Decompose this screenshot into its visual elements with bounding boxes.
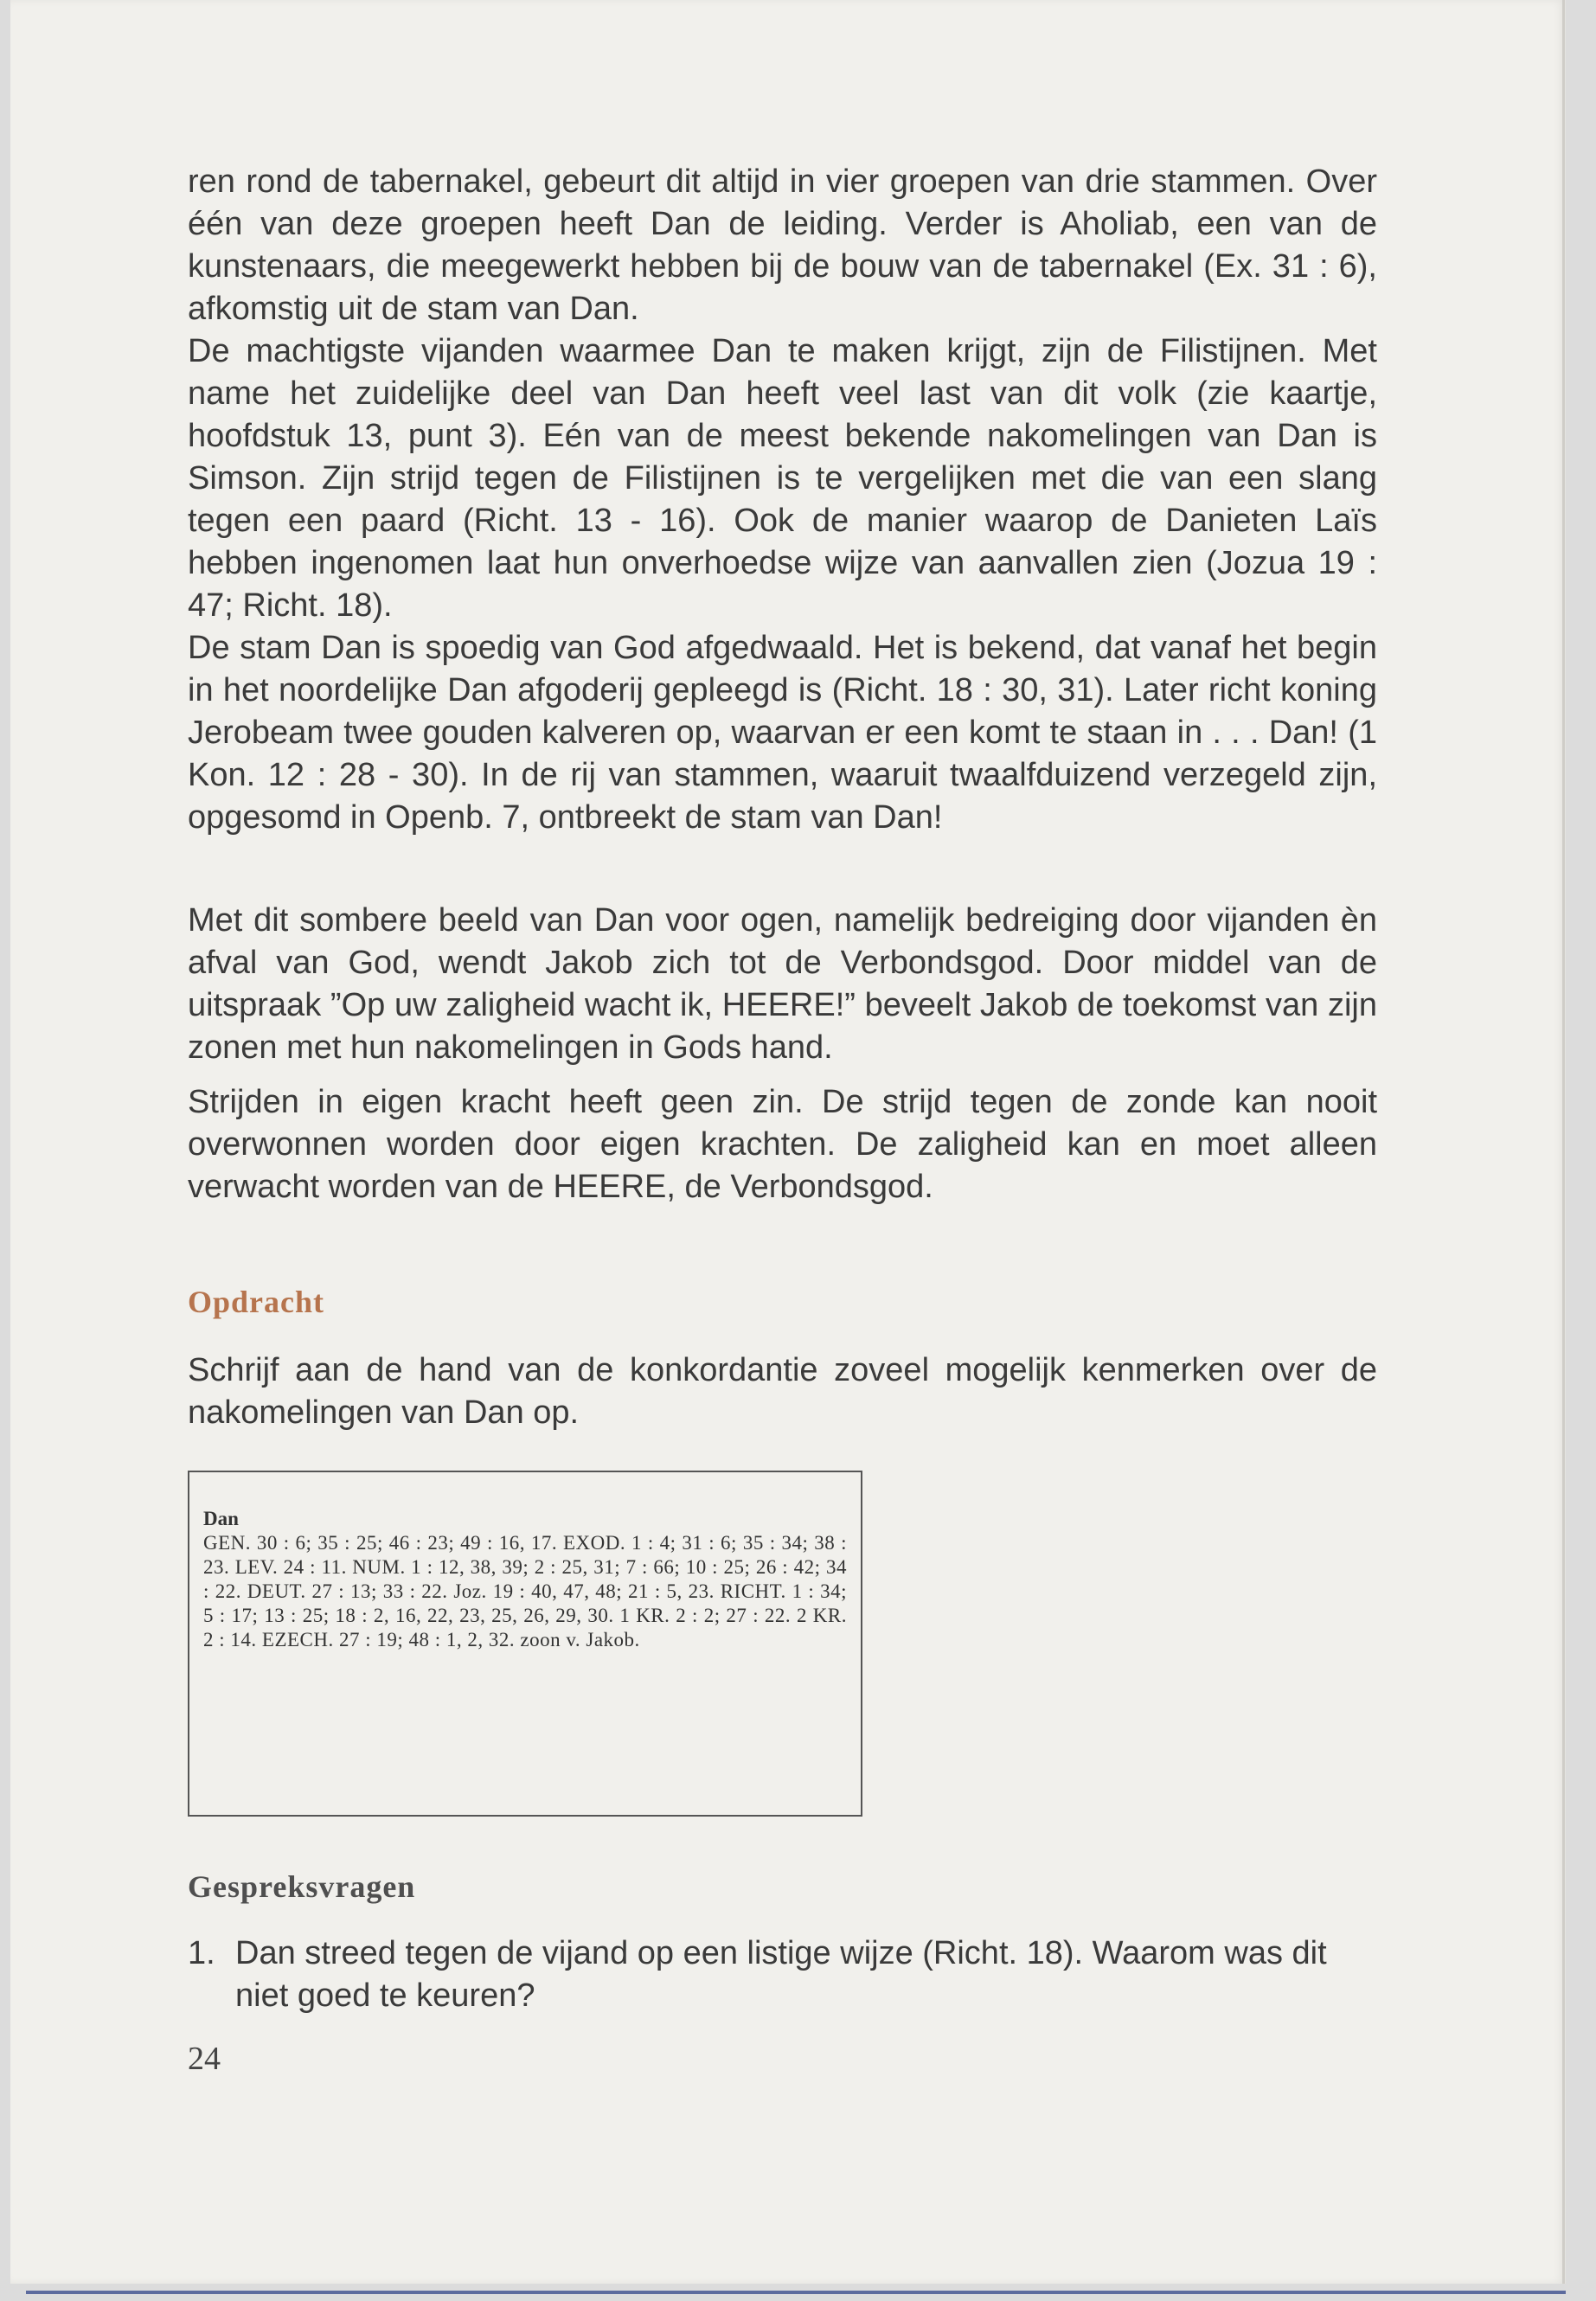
concordance-body: GEN. 30 : 6; 35 : 25; 46 : 23; 49 : 16, 17. EXOD. 1 : 4; 31 : 6; 35 : 34; 38 : 23. LEV. 24 : 11. NUM. 1 : 12, 38, 39; 2 : 25, 31; 7 : 66; 10 : 25; 26 : 42; 34 : 22. DEUT. 27 : 13; 33 : 22. Joz. 19 : 40, 47, 48; 21 : 5, 23. RICHT. 1 : 34; 5 : 17; 13 : 25; 18 : 2, 16, 22, 23, 25, 26, 29, 30. 1 KR. 2 : 2; 27 : 22. 2 KR. 2 : 14. EZECH. 27 : 19; 48 : 1, 2, 32. zoon v. Jakob. — [203, 1532, 847, 1650]
page-number: 24 — [188, 2041, 221, 2077]
opdracht-text — [188, 1349, 1377, 1434]
opdracht-paragraph: Schrijf aan de hand van de konkordantie zoveel mogelijk kenmerken over de nakomelingen van Dan op. — [188, 1352, 1377, 1431]
page-edge-shadow — [1562, 0, 1565, 2284]
body-text-block-2 — [188, 900, 1377, 1069]
book-page — [10, 0, 1566, 2284]
question-number: 1. — [188, 1935, 215, 1971]
concordance-head: Dan — [203, 1508, 239, 1529]
question-text: Dan streed tegen de vijand op een listige wijze (Richt. 18). Waarom was dit niet goed te keuren? — [235, 1935, 1327, 2014]
body-text-block-1 — [188, 161, 1377, 839]
concordance-box — [188, 1471, 862, 1817]
body-paragraph: ren rond de tabernakel, gebeurt dit altijd in vier groepen van drie stammen. Over één van deze groepen heeft Dan de leiding. Verder is Aholiab, een van de kunstenaars, die meegewerkt hebben bij de bouw van de tabernakel (Ex. 31 : 6), afkomstig uit de stam van Dan. — [188, 163, 1377, 327]
body-paragraph: Met dit sombere beeld van Dan voor ogen, namelijk bedreiging door vijanden èn afval van God, wendt Jakob zich tot de Verbondsgod. Door middel van de uitspraak ”Op uw zaligheid wacht ik, HEERE!” beveelt Jakob de toekomst van zijn zonen met hun nakomelingen in Gods hand. — [188, 902, 1377, 1066]
body-paragraph: De machtigste vijanden waarmee Dan te maken krijgt, zijn de Filistijnen. Met name het zuidelijke deel van Dan heeft veel last van dit volk (zie kaartje, hoofdstuk 13, punt 3). Eén van de meest bekende nakomelingen van Dan is Simson. Zijn strijd tegen de Filistijnen is te vergelijken met die van een slang tegen een paard (Richt. 13 - 16). Ook de manier waarop de Danieten Laïs hebben ingenomen laat hun onverhoedse wijze van aanvallen zien (Jozua 19 : 47; Richt. 18). — [188, 333, 1377, 624]
body-paragraph: Strijden in eigen kracht heeft geen zin. De strijd tegen de zonde kan nooit overwonnen worden door eigen krachten. De zaligheid kan en moet alleen verwacht worden van de HEERE, de Verbondsgod. — [188, 1084, 1377, 1205]
opdracht-heading: Opdracht — [188, 1285, 325, 1319]
body-paragraph: De stam Dan is spoedig van God afgedwaald. Het is bekend, dat vanaf het begin in het noordelijke Dan afgoderij gepleegd is (Richt. 18 : 30, 31). Later richt koning Jerobeam twee gouden kalveren op, waarvan er een komt te staan in . . . Dan! (1 Kon. 12 : 28 - 30). In de rij van stammen, waaruit twaalfduizend verzegeld zijn, opgesomd in Openb. 7, ontbreekt de stam van Dan! — [188, 630, 1377, 836]
gespreksvragen-heading: Gespreksvragen — [188, 1869, 416, 1904]
bottom-rule — [26, 2291, 1566, 2294]
body-text-block-3 — [188, 1081, 1377, 1208]
